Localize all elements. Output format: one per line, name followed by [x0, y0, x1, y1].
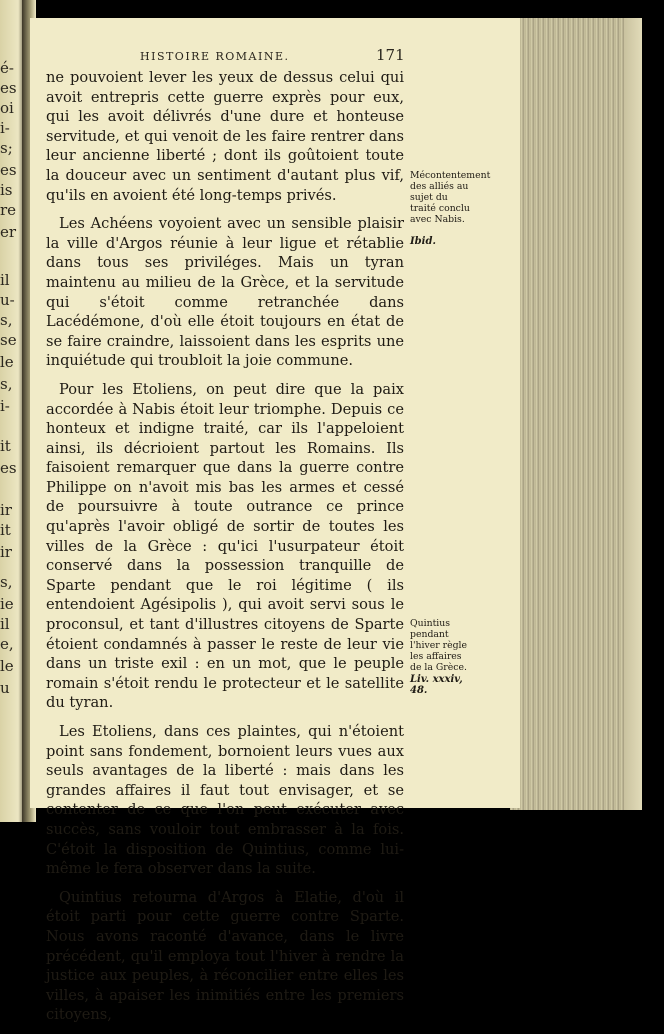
left-fragment: il: [0, 615, 10, 633]
left-fragment: s,: [0, 375, 13, 393]
left-fragment: i-: [0, 397, 10, 415]
left-fragment: il: [0, 271, 10, 289]
left-fragment: ir: [0, 543, 12, 561]
left-fragment: le: [0, 657, 14, 675]
margin-note: Quintius pendant l'hiver règle les affaires de la Grèce.: [410, 618, 468, 673]
paragraph: ne pouvoient lever les yeux de dessus celui qui avoit entrepris cette guerre exprès pour eux, qui les avoit délivrés d'une dure et honteuse servitude, et qui venoit de les faire rentrer dans leur ancienne liberté ; dont ils goûtoient toute la douceur avec un sentiment d'autant plus vif, qu'ils en avoient été long-temps privés.: [46, 69, 404, 204]
page-edges: [510, 18, 642, 810]
left-fragment: s;: [0, 139, 13, 157]
running-title: HISTOIRE ROMAINE.: [140, 50, 290, 63]
left-fragment: é-: [0, 59, 14, 77]
left-fragment: oi: [0, 99, 14, 117]
paragraph: Pour les Etoliens, on peut dire que la paix accordée à Nabis étoit leur triomphe. Depuis ce honteux et indigne traité, car ils l'appeloient ainsi, ils décrioient partout les Romains. Ils faisoient remarquer que dans la guerre contre Philippe on n'avoit mis bas les armes et cessé de poursuivre à toute outrance ce prince qu'après l'avoir obligé de sortir de toutes les villes de la Grèce : qu'ici l'usurpateur étoit conservé dans la possession tranquille de Sparte pendant que le roi légitime ( ils entendoient Agésipolis ), qui avoit servi sous le proconsul, et tant d'illustres citoyens de Sparte étoient condamnés à passer le reste de leur vie dans un triste exil : en un mot, que le peuple romain s'étoit rendu le protecteur et le satellite du tyran.: [46, 380, 404, 712]
left-fragment: le: [0, 353, 14, 371]
left-fragment: is: [0, 181, 13, 199]
margin-note: Mécontentement des alliés au sujet du traité conclu avec Nabis.: [410, 170, 491, 225]
left-fragment: s,: [0, 573, 13, 591]
left-fragment: es: [0, 79, 17, 97]
left-fragment: es: [0, 459, 17, 477]
left-fragment: e,: [0, 635, 14, 653]
left-fragment: ir: [0, 501, 12, 519]
left-fragment: s,: [0, 311, 13, 329]
left-fragment: es: [0, 161, 17, 179]
margin-note: Ibid.: [410, 236, 436, 247]
paragraph: Les Achéens voyoient avec un sensible plaisir la ville d'Argos réunie à leur ligue et rétablie dans tous ses priviléges. Mais un tyran maintenu au milieu de la Grèce, et la servitude qui s'étoit comme retranchée dans Lacédémone, d'où elle étoit toujours en état de se faire craindre, laissoient dans les esprits une inquiétude qui troubloit la joie commune.: [46, 215, 404, 370]
page-number: 171: [376, 46, 405, 64]
left-fragment: re: [0, 201, 17, 219]
margin-note: Liv. xxxiv, 48.: [410, 674, 463, 696]
left-fragment: i-: [0, 119, 10, 137]
left-fragment: it: [0, 521, 11, 539]
paragraph: Quintius retourna d'Argos à Elatie, d'où il étoit parti pour cette guerre contre Sparte. Nous avons raconté d'avance, dans le livre précédent, qu'il employa tout l'hiver à rendre la justice aux peuples, à réconcilier entre elles les villes, à apaiser les inimitiés entre les premiers citoyens,: [46, 888, 404, 1024]
left-fragment: u: [0, 679, 10, 697]
left-fragment: se: [0, 331, 17, 349]
left-fragment: ie: [0, 595, 14, 613]
left-fragment: it: [0, 437, 11, 455]
left-fragment: er: [0, 223, 17, 241]
left-fragment: u-: [0, 291, 15, 309]
paragraph: Les Etoliens, dans ces plaintes, qui n'étoient point sans fondement, bornoient leurs vues aux seuls avantages de la liberté : mais dans les grandes affaires il faut tout envisager, et se contenter de ce que l'on peut exécuter avec succès, sans vouloir tout embrasser à la fois. C'étoit la disposition de Quintius, comme lui-même le fera observer dans la suite.: [46, 723, 404, 878]
body-text: [46, 68, 404, 1034]
